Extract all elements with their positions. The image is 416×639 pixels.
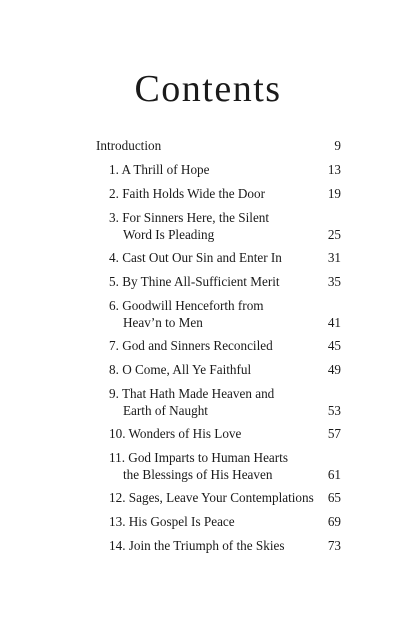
toc-entry-title: 12. Sages, Leave Your Contemplations bbox=[109, 490, 314, 505]
toc-entry-page: 53 bbox=[327, 403, 341, 418]
toc-entry-page: 13 bbox=[327, 162, 341, 177]
toc-entry-title: 7. God and Sinners Reconciled bbox=[109, 338, 273, 353]
toc-entry-title-line-2: Heav’n to Men bbox=[123, 315, 203, 330]
toc-entry-title: 4. Cast Out Our Sin and Enter In bbox=[109, 250, 282, 265]
toc-entry-title-line-1: 3. For Sinners Here, the Silent bbox=[109, 210, 270, 225]
toc-entry-3[interactable] bbox=[109, 209, 341, 243]
toc-entry-title: 2. Faith Holds Wide the Door bbox=[109, 186, 265, 201]
toc-entry-13[interactable] bbox=[109, 513, 341, 530]
toc-entry-2[interactable] bbox=[109, 185, 341, 202]
toc-entry-title-line-2: the Blessings of His Heaven bbox=[123, 467, 273, 482]
toc-entry-page: 45 bbox=[327, 338, 341, 353]
toc-entry-10[interactable] bbox=[109, 425, 341, 442]
toc-entry-title: 8. O Come, All Ye Faithful bbox=[109, 362, 252, 377]
page-title: Contents bbox=[134, 68, 282, 110]
toc-entry-title: 1. A Thrill of Hope bbox=[109, 162, 210, 177]
toc-entry-page: 57 bbox=[327, 426, 341, 441]
toc-entry-title: Introduction bbox=[96, 138, 162, 153]
toc-entry-page: 25 bbox=[327, 227, 341, 242]
toc-entry-page: 61 bbox=[327, 467, 341, 482]
toc-entry-title-line-2: Earth of Naught bbox=[123, 403, 208, 418]
toc-entry-page: 73 bbox=[327, 538, 341, 553]
toc-entry-11[interactable] bbox=[109, 449, 341, 483]
toc-entry-page: 65 bbox=[327, 490, 341, 505]
toc-entry-title-line-2: Word Is Pleading bbox=[123, 227, 215, 242]
toc-entry-1[interactable] bbox=[109, 161, 341, 178]
toc-entry-title: 14. Join the Triumph of the Skies bbox=[109, 538, 285, 553]
toc-entry-page: 9 bbox=[334, 138, 341, 153]
toc-entry-6[interactable] bbox=[109, 297, 341, 331]
toc-entry-title: 5. By Thine All-Sufficient Merit bbox=[109, 274, 280, 289]
toc-entry-9[interactable] bbox=[109, 385, 341, 419]
toc-entry-page: 49 bbox=[327, 362, 341, 377]
toc-entry-title: 13. His Gospel Is Peace bbox=[109, 514, 235, 529]
toc-entry-5[interactable] bbox=[109, 273, 341, 290]
toc-entry-title-line-1: 9. That Hath Made Heaven and bbox=[109, 386, 275, 401]
toc-entry-14[interactable] bbox=[109, 537, 341, 554]
toc-entry-title: 10. Wonders of His Love bbox=[109, 426, 242, 441]
toc-entry-7[interactable] bbox=[109, 337, 341, 354]
toc-entry-page: 69 bbox=[327, 514, 341, 529]
toc-entry-page: 41 bbox=[327, 315, 341, 330]
toc-entry-title-line-1: 11. God Imparts to Human Hearts bbox=[109, 450, 288, 465]
toc-entry-title-line-1: 6. Goodwill Henceforth from bbox=[109, 298, 264, 313]
toc-entry-8[interactable] bbox=[109, 361, 341, 378]
toc-entry-page: 19 bbox=[327, 186, 341, 201]
toc-entry-12[interactable] bbox=[109, 489, 341, 506]
toc-entry-page: 35 bbox=[327, 274, 341, 289]
toc-entry-4[interactable] bbox=[109, 249, 341, 266]
toc-entry-page: 31 bbox=[327, 250, 341, 265]
toc-entry-introduction[interactable] bbox=[96, 137, 341, 154]
